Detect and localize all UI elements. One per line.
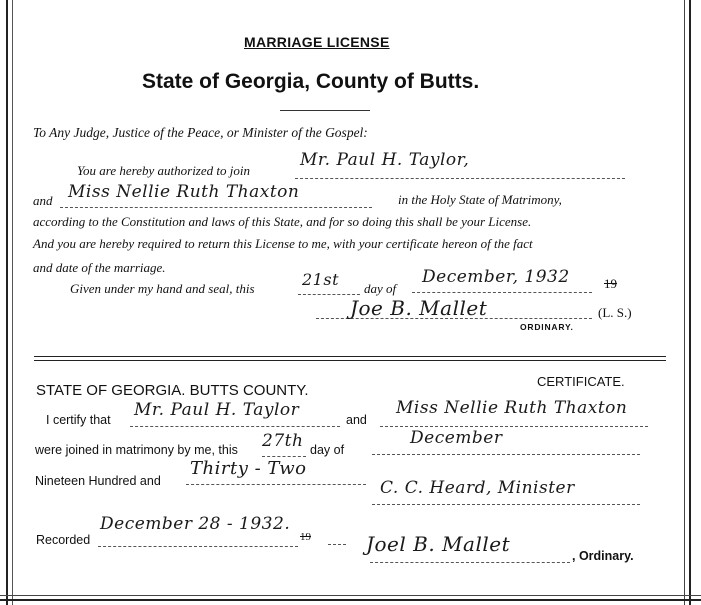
cert-and-word: and	[346, 413, 367, 427]
joined-month-line	[372, 454, 640, 455]
recorded-date-line	[98, 546, 298, 547]
groom-line	[295, 178, 625, 179]
cert-ordinary-label: , Ordinary.	[572, 549, 634, 563]
certificate-heading: STATE OF GEORGIA. BUTTS COUNTY.	[36, 382, 309, 399]
certify-prefix: I certify that	[46, 413, 111, 427]
authorized-prefix: You are hereby authorized to join	[77, 163, 250, 178]
page-border-right	[684, 0, 691, 605]
certificate-label: CERTIFICATE.	[537, 374, 625, 389]
cert-bride-line	[380, 426, 648, 427]
minister-line	[372, 504, 640, 505]
given-day-line	[298, 294, 360, 295]
section-separator	[34, 356, 666, 361]
page-border-left	[6, 0, 13, 605]
license-heading: MARRIAGE LICENSE	[244, 34, 390, 50]
cert-groom-name: Mr. Paul H. Taylor	[134, 400, 300, 420]
given-day: 21st	[302, 270, 339, 289]
ordinary-label: ORDINARY.	[520, 322, 574, 332]
year-words-line	[186, 484, 366, 485]
given-day-of: day of	[364, 281, 397, 296]
cert-groom-line	[130, 426, 340, 427]
given-month-line	[412, 292, 592, 293]
year-words: Thirty - Two	[190, 458, 307, 479]
recorded-date: December 28 - 1932.	[100, 514, 291, 534]
license-groom-name: Mr. Paul H. Taylor,	[300, 150, 470, 170]
given-month-year: December, 1932	[422, 267, 570, 287]
cert-ordinary-line	[370, 562, 570, 563]
salutation: To Any Judge, Justice of the Peace, or Minister of the Gospel:	[33, 125, 368, 140]
cert-bride-name: Miss Nellie Ruth Thaxton	[396, 398, 628, 418]
printed-year-prefix: 19	[604, 276, 617, 291]
given-prefix: Given under my hand and seal, this	[70, 281, 255, 296]
nineteen-hundred: Nineteen Hundred and	[35, 474, 161, 488]
recorded-year-prefix: 19	[300, 531, 311, 543]
license-line-4: and date of the marriage.	[33, 260, 166, 275]
license-bride-name: Miss Nellie Ruth Thaxton	[68, 182, 300, 202]
recorded-year-line	[328, 544, 346, 545]
license-subheading: State of Georgia, County of Butts.	[142, 70, 480, 93]
joined-day-line	[262, 456, 306, 457]
joined-day: 27th	[262, 431, 304, 451]
license-ordinary-signature: Joe B. Mallet	[350, 296, 488, 320]
cert-ordinary-signature: Joel B. Mallet	[366, 532, 511, 556]
bride-line	[60, 207, 372, 208]
and-word: and	[33, 193, 53, 208]
license-line-3: And you are hereby required to return this License to me, with your certificate hereon of the fact	[33, 236, 533, 251]
joined-day-of: day of	[310, 443, 345, 457]
matrimony-suffix: in the Holy State of Matrimony,	[398, 192, 562, 207]
heading-divider	[280, 110, 370, 111]
recorded-label: Recorded	[36, 533, 91, 547]
joined-prefix: were joined in matrimony by me, this	[35, 443, 238, 457]
page-border-bottom	[0, 595, 701, 601]
minister-signature: C. C. Heard, Minister	[380, 478, 575, 498]
ls-mark: (L. S.)	[598, 305, 632, 320]
joined-month: December	[410, 428, 503, 448]
license-line-2: according to the Constitution and laws of this State, and for so doing this shall be your License.	[33, 214, 532, 229]
